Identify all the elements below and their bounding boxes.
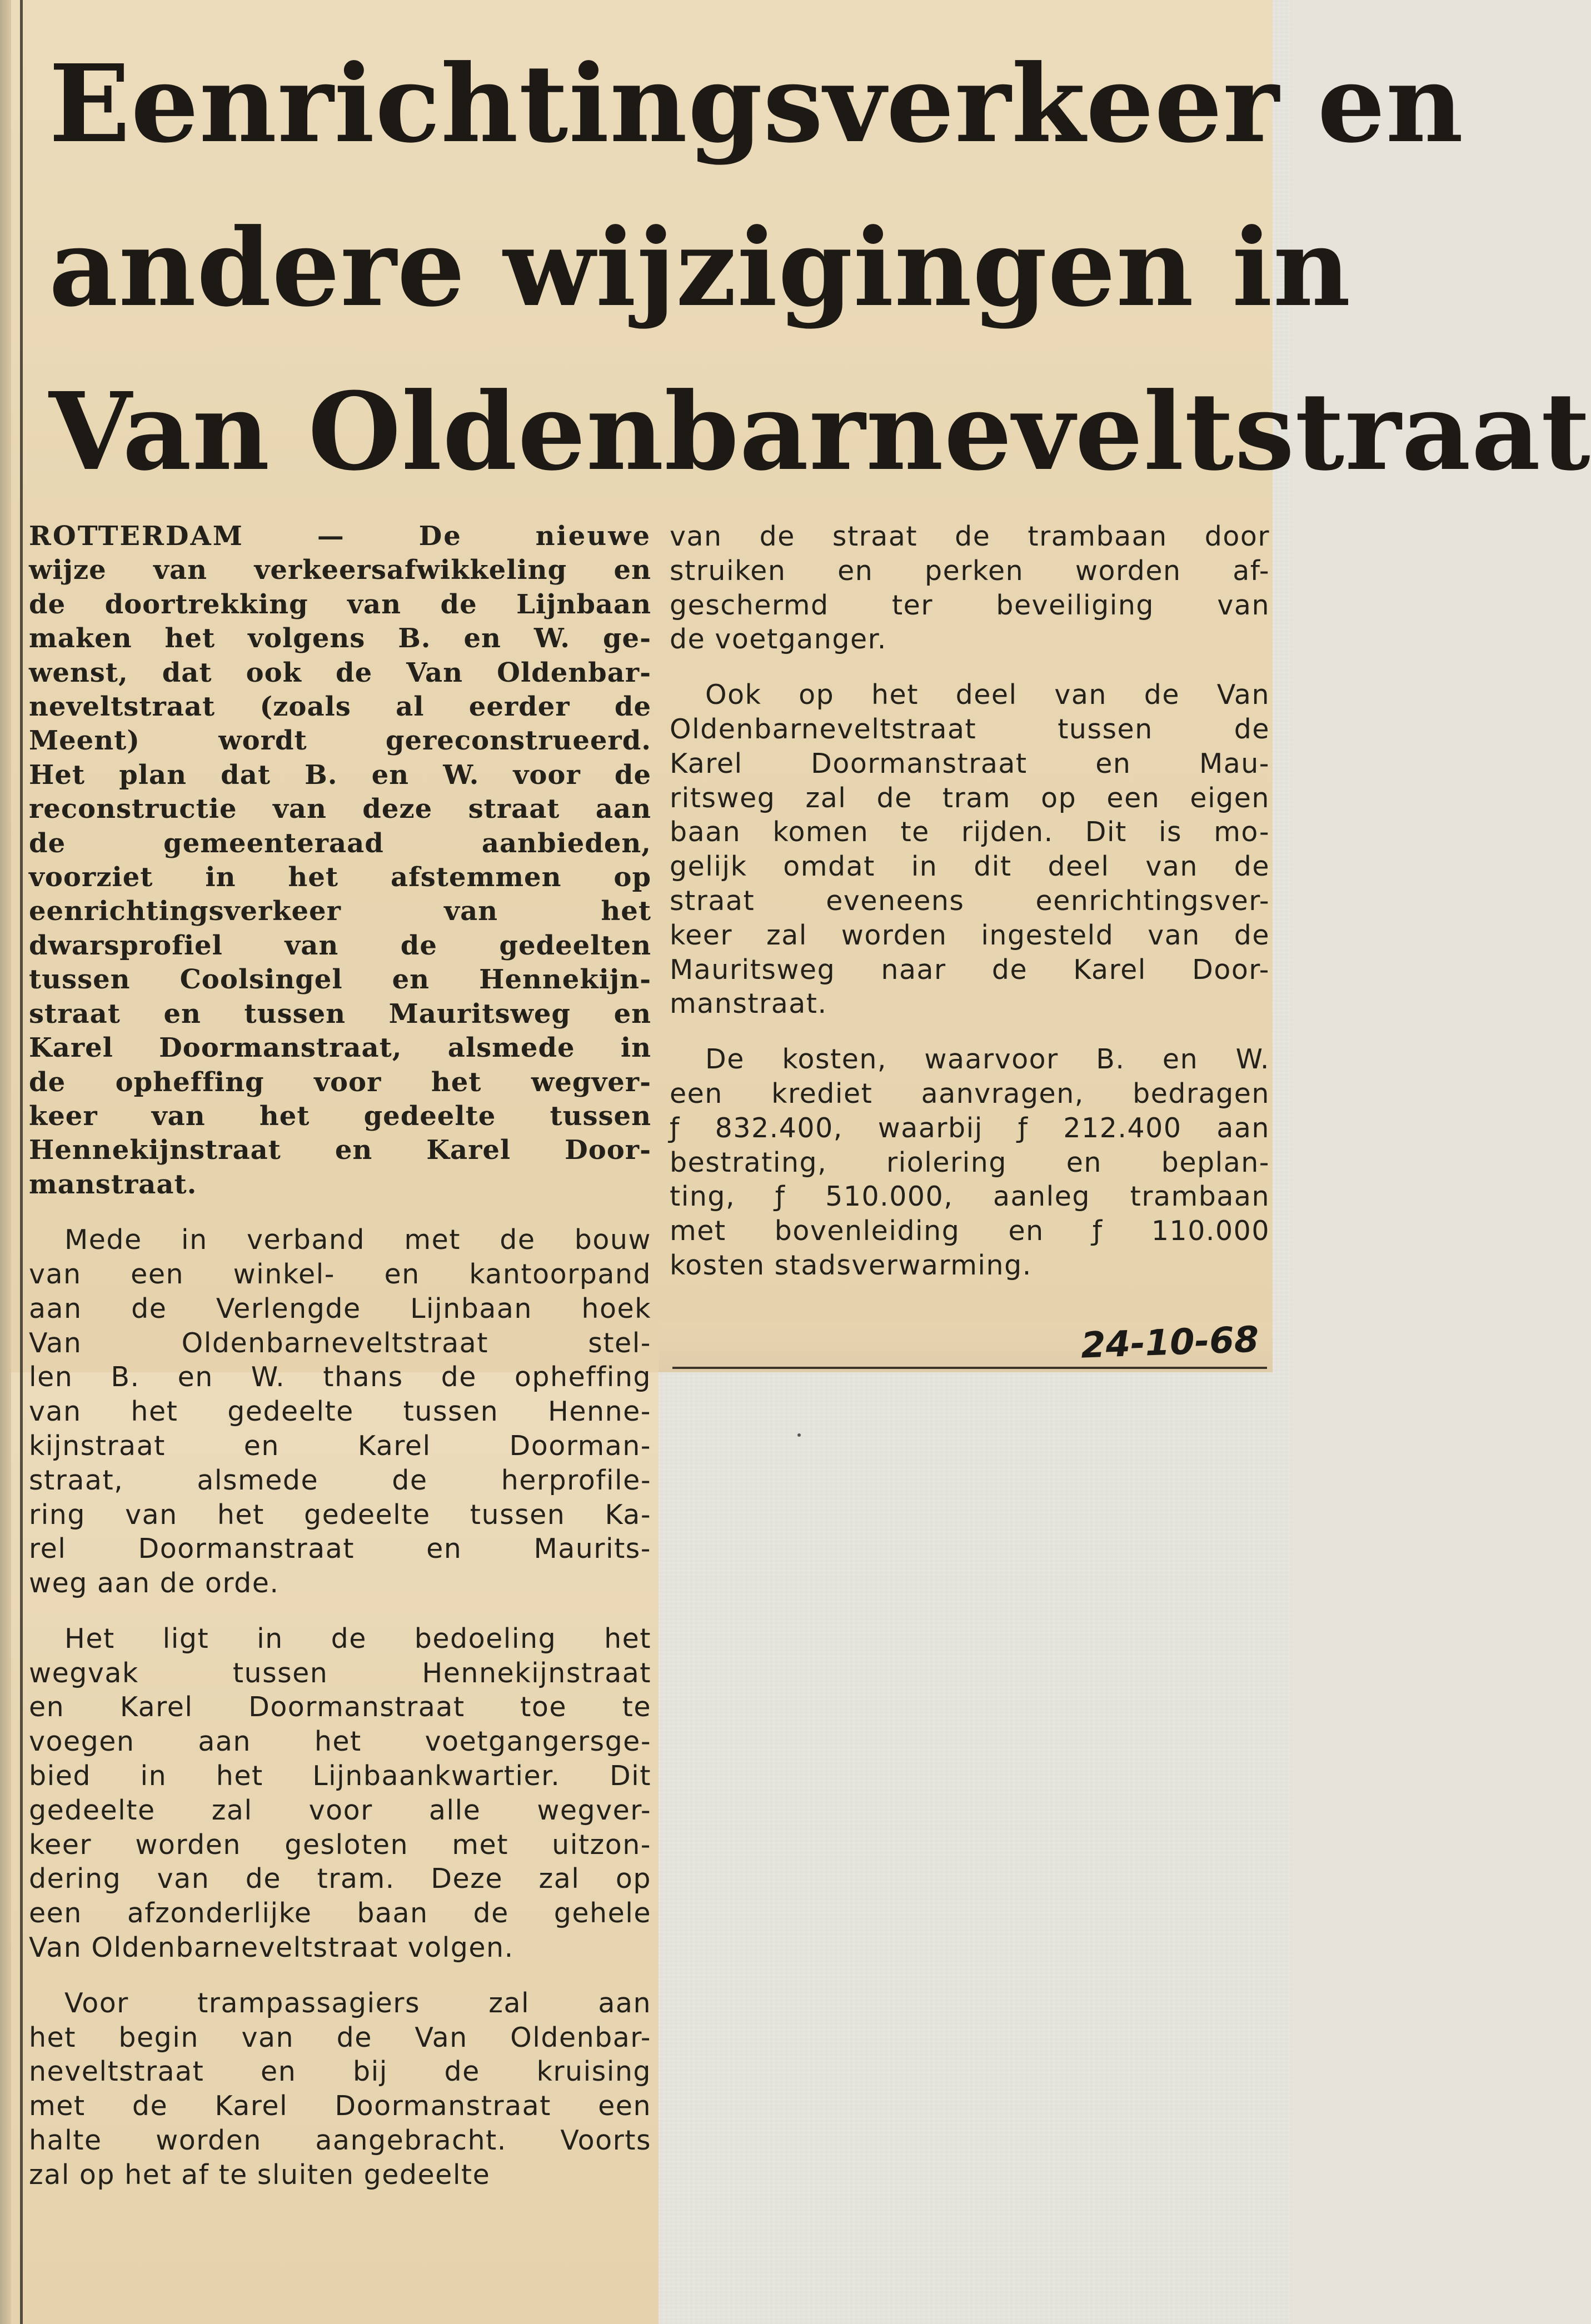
column-rule <box>20 0 23 2324</box>
article-paragraph <box>670 519 1270 657</box>
article-line: weg aan de orde. <box>29 1567 280 1600</box>
article-line: ritsweg zal de tram op een eigen <box>670 782 1270 814</box>
article-line: neveltstraat (zoals al eerder de <box>29 691 651 723</box>
article-line: de opheffing voor het wegver- <box>29 1066 651 1098</box>
article-line: Hennekijnstraat en Karel Door- <box>29 1134 651 1166</box>
article-line: keer zal worden ingesteld van de <box>670 919 1270 951</box>
article-line: ROTTERDAM — De nieuwe <box>29 521 651 552</box>
article-line: en Karel Doormanstraat toe te <box>29 1691 651 1723</box>
article-paragraph <box>29 1223 651 1601</box>
article-line: ring van het gedeelte tussen Ka- <box>29 1498 651 1531</box>
article-column-left <box>29 519 651 2192</box>
article-line: een afzonderlijke baan de gehele <box>29 1897 651 1930</box>
article-line: van een winkel- en kantoorpand <box>29 1258 651 1290</box>
article-line: struiken en perken worden af- <box>670 554 1270 587</box>
headline <box>49 22 1591 514</box>
article-line: met bovenleiding en ƒ 110.000 <box>670 1215 1270 1247</box>
article-line: dering van de tram. Deze zal op <box>29 1863 651 1895</box>
article-line: tussen Coolsingel en Hennekijn- <box>29 964 651 996</box>
article-paragraph <box>29 519 651 1202</box>
article-line: een krediet aanvragen, bedragen <box>670 1077 1270 1109</box>
headline-line-2: andere wijzigingen in <box>49 206 1351 331</box>
article-line: geschermd ter beveiliging van <box>670 589 1270 621</box>
article-line: reconstructie van deze straat aan <box>29 793 651 825</box>
headline-line-3: Van Oldenbarneveltstraat <box>49 369 1591 494</box>
article-line: de voetganger. <box>670 623 887 656</box>
article-line: van de straat de trambaan door <box>670 521 1270 552</box>
album-binding-edge <box>0 0 11 2324</box>
article-line: voorziet in het afstemmen op <box>29 862 651 893</box>
article-line: Het ligt in de bedoeling het <box>64 1622 651 1655</box>
article-paragraph <box>670 1042 1270 1283</box>
article-line: straat eveneens eenrichtingsver- <box>670 884 1270 917</box>
handwritten-date: 24-10-68 <box>1080 1319 1260 1367</box>
article-line: ƒ 832.400, waarbij ƒ 212.400 aan <box>670 1112 1270 1144</box>
article-line: gelijk omdat in dit deel van de <box>670 851 1270 883</box>
article-line: Voor trampassagiers zal aan <box>64 1987 651 2019</box>
article-line: ting, ƒ 510.000, aanleg trambaan <box>670 1181 1270 1213</box>
article-line: Karel Doormanstraat en Mau- <box>670 747 1270 779</box>
article-line: kijnstraat en Karel Doorman- <box>29 1430 651 1462</box>
article-line: eenrichtingsverkeer van het <box>29 896 651 927</box>
article-end-rule <box>672 1367 1267 1369</box>
article-line: halte worden aangebracht. Voorts <box>29 2125 651 2157</box>
article-paragraph <box>29 1622 651 1965</box>
article-line: Van Oldenbarneveltstraat stel- <box>29 1327 651 1359</box>
article-line: gedeelte zal voor alle wegver- <box>29 1794 651 1826</box>
article-line: De kosten, waarvoor B. en W. <box>705 1043 1270 1076</box>
article-line: straat en tussen Mauritsweg en <box>29 998 651 1029</box>
article-line: neveltstraat en bij de kruising <box>29 2056 651 2088</box>
article-line: Karel Doormanstraat, alsmede in <box>29 1032 651 1064</box>
article-line: met de Karel Doormanstraat een <box>29 2090 651 2122</box>
article-line: keer van het gedeelte tussen <box>29 1100 651 1132</box>
article-line: wijze van verkeersafwikkeling en <box>29 554 651 586</box>
article-line: bied in het Lijnbaankwartier. Dit <box>29 1760 651 1792</box>
article-line: het begin van de Van Oldenbar- <box>29 2021 651 2053</box>
article-line: maken het volgens B. en W. ge- <box>29 623 651 654</box>
article-line: manstraat. <box>29 1168 197 1200</box>
article-line: wenst, dat ook de Van Oldenbar- <box>29 657 651 688</box>
article-line: straat, alsmede de herprofile- <box>29 1464 651 1496</box>
article-line: rel Doormanstraat en Maurits- <box>29 1533 651 1565</box>
article-line: dwarsprofiel van de gedeelten <box>29 929 651 961</box>
article-line: baan komen te rijden. Dit is mo- <box>670 816 1270 848</box>
article-line: manstraat. <box>670 988 827 1020</box>
article-line: aan de Verlengde Lijnbaan hoek <box>29 1292 651 1325</box>
article-line: len B. en W. thans de opheffing <box>29 1361 651 1393</box>
article-line: Het plan dat B. en W. voor de <box>29 759 651 791</box>
article-line: Van Oldenbarneveltstraat volgen. <box>29 1932 514 1964</box>
article-line: Oldenbarneveltstraat tussen de <box>670 713 1270 745</box>
article-line: bestrating, riolering en beplan- <box>670 1146 1270 1178</box>
paper-speck <box>797 1433 801 1437</box>
article-line: van het gedeelte tussen Henne- <box>29 1396 651 1428</box>
article-line: Mede in verband met de bouw <box>64 1224 651 1256</box>
article-line: Mauritsweg naar de Karel Door- <box>670 953 1270 986</box>
article-line: Meent) wordt gereconstrueerd. <box>29 725 651 757</box>
article-line: de gemeenteraad aanbieden, <box>29 827 651 859</box>
article-paragraph <box>670 678 1270 1021</box>
article-line: Ook op het deel van de Van <box>705 679 1270 711</box>
article-line: de doortrekking van de Lijnbaan <box>29 588 651 620</box>
headline-line-1: Eenrichtingsverkeer en <box>49 42 1464 167</box>
article-line: wegvak tussen Hennekijnstraat <box>29 1657 651 1689</box>
article-line: voegen aan het voetgangersge- <box>29 1726 651 1758</box>
article-column-right <box>670 519 1270 1283</box>
article-paragraph <box>29 1986 651 2192</box>
article-line: zal op het af te sluiten gedeelte <box>29 2158 491 2191</box>
article-line: kosten stadsverwarming. <box>670 1249 1032 1281</box>
article-line: keer worden gesloten met uitzon- <box>29 1828 651 1861</box>
